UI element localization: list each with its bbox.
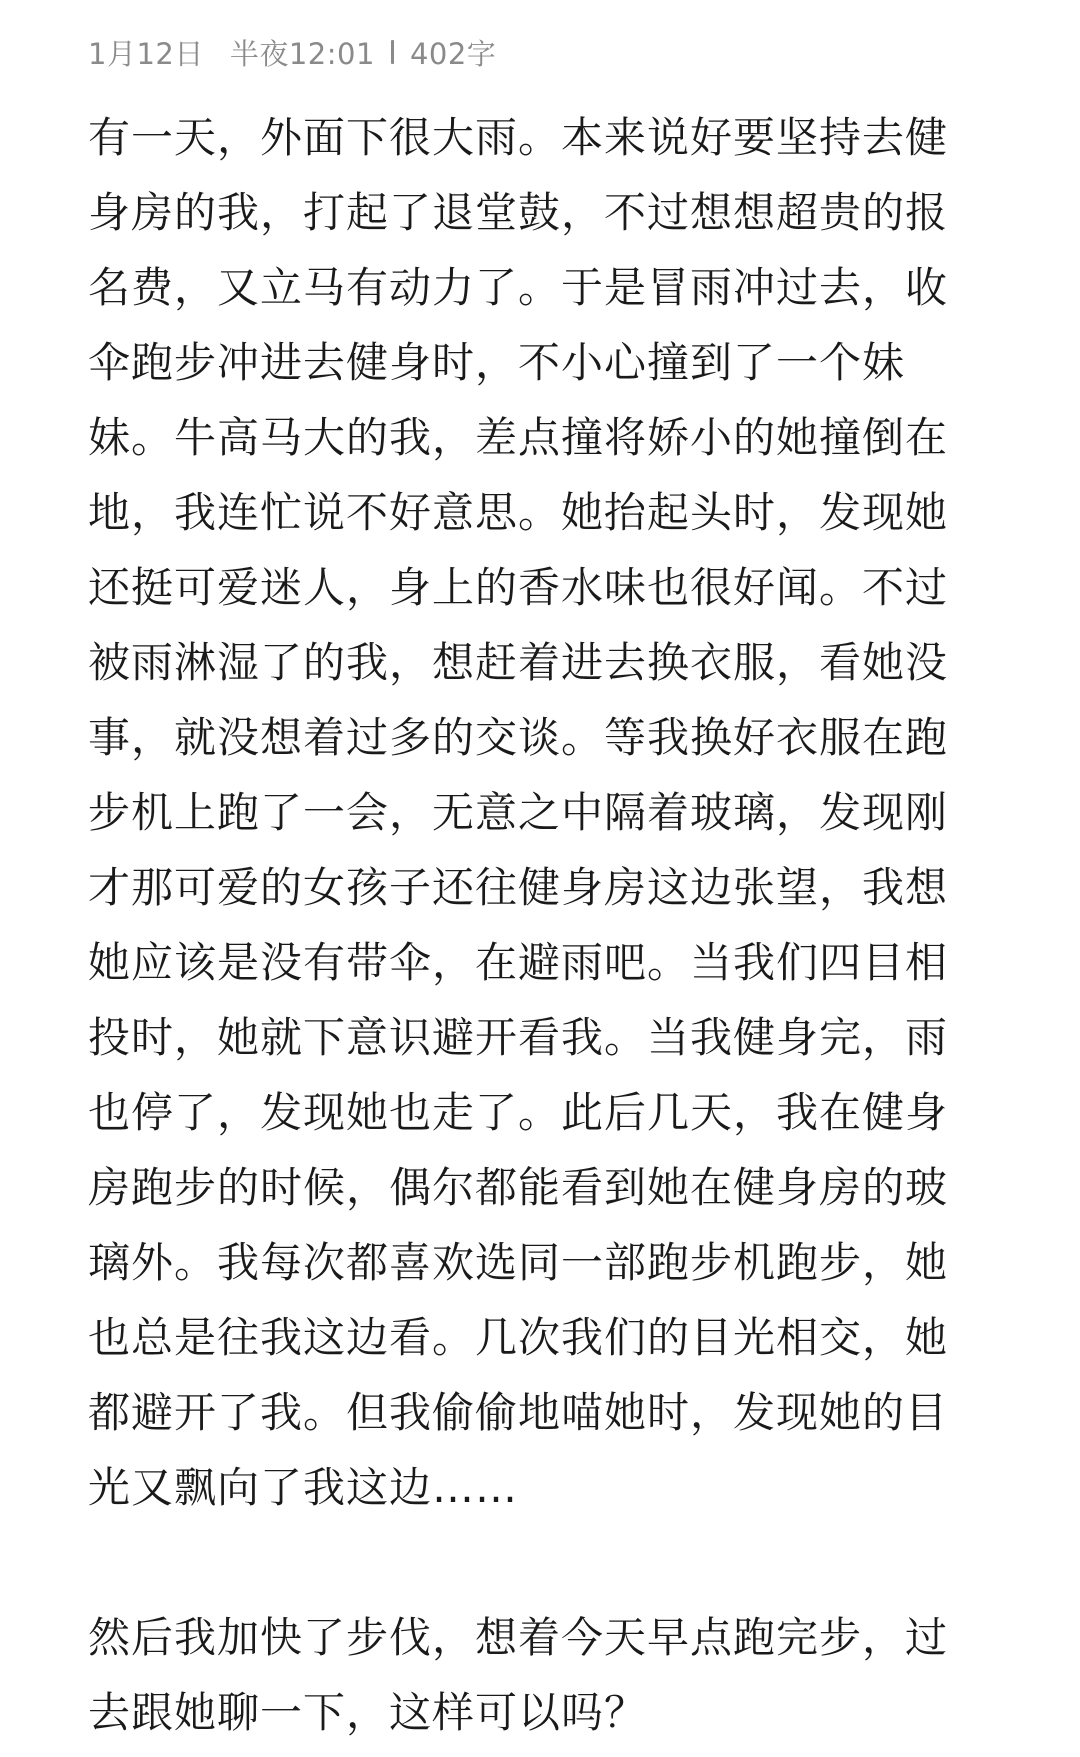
note-paragraph: 然后我加快了步伐，想着今天早点跑完步，过去跟她聊一下，这样可以吗？ xyxy=(88,1613,949,1737)
note-paragraph: 有一天，外面下很大雨。本来说好要坚持去健身房的我，打起了退堂鼓，不过想想超贵的报名费，又立马有动力了。于是冒雨冲过去，收伞跑步冲进去健身时，不小心撞到了一个妹妹。牛高马大的我，差点撞将娇小的她撞倒在地，我连忙说不好意思。她抬起头时，发现她还挺可爱迷人，身上的香水味也很好闻。不过被雨淋湿了的我，想赶着进去换衣服，看她没事，就没想着过多的交谈。等我换好衣服在跑步机上跑了一会，无意之中隔着玻璃，发现刚才那可爱的女孩子还往健身房这边张望，我想她应该是没有带伞，在避雨吧。当我们四目相投时，她就下意识避开看我。当我健身完，雨也停了，发现她也走了。此后几天，我在健身房跑步的时候，偶尔都能看到她在健身房的玻璃外。我每次都喜欢选同一部跑步机跑步，她也总是往我这边看。几次我们的目光相交，她都避开了我。但我偷偷地喵她时，发现她的目光又飘向了我这边…… xyxy=(88,113,949,1512)
meta-separator xyxy=(391,40,394,64)
note-body[interactable] xyxy=(88,100,988,1750)
note-time: 半夜12:01 xyxy=(229,36,375,71)
note-date: 1月12日 xyxy=(88,36,204,71)
paragraph-spacer xyxy=(88,1525,988,1600)
note-meta xyxy=(88,30,496,74)
note-word-count: 402字 xyxy=(409,36,497,71)
